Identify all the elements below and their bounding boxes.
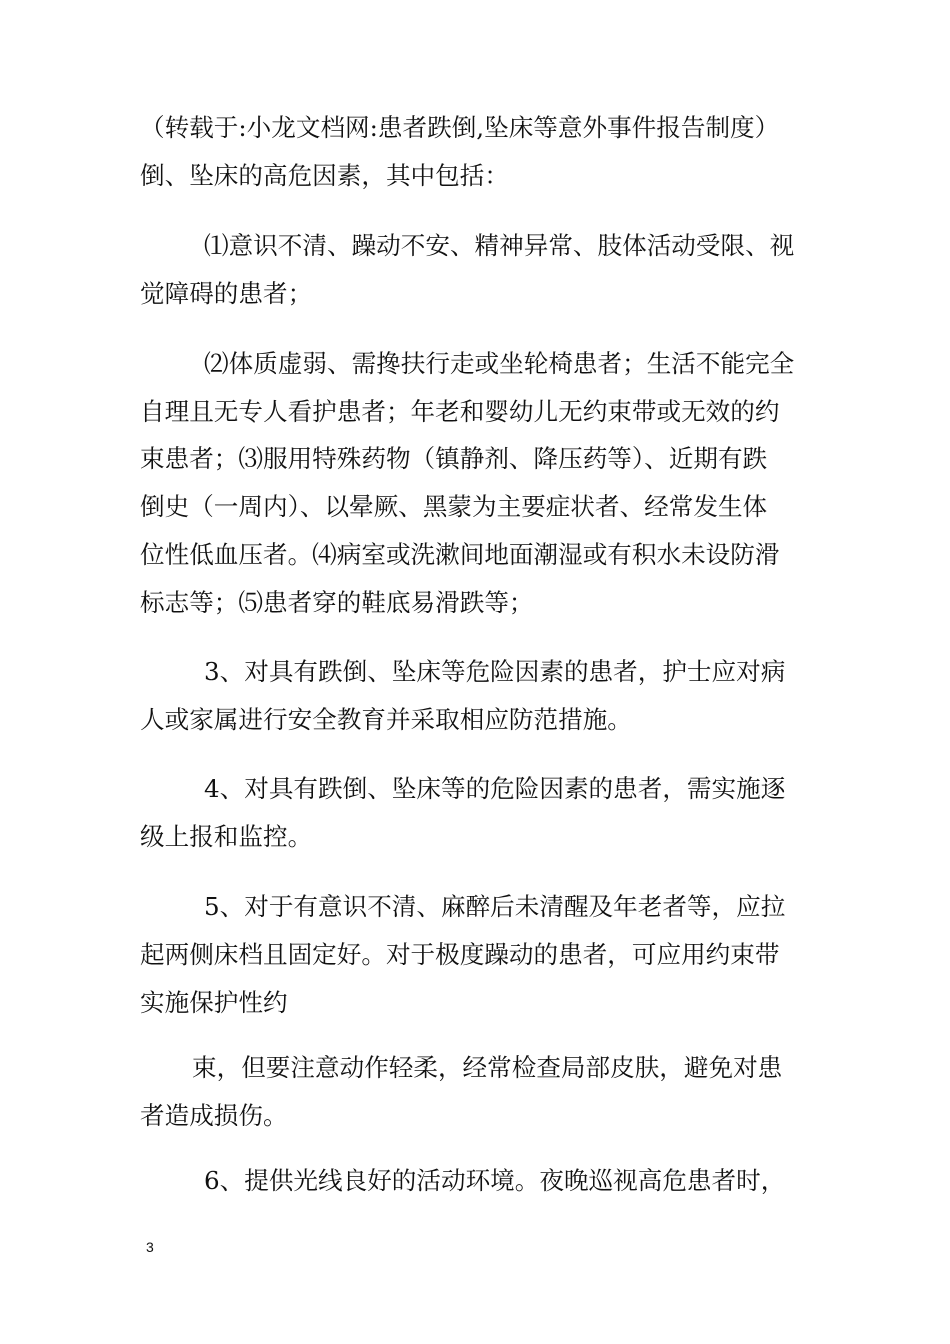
text-line: 3、对具有跌倒、坠床等危险因素的患者，护士应对病 [204, 657, 786, 686]
text-line: 级上报和监控。 [140, 822, 313, 851]
page-number: 3 [146, 1239, 154, 1255]
text-line: 实施保护性约 [140, 988, 288, 1017]
text-line: 倒、坠床的高危因素，其中包括： [140, 161, 509, 190]
text-line: 位性低血压者。⑷病室或洗漱间地面潮湿或有积水未设防滑 [140, 540, 780, 569]
text-line: 束患者；⑶服用特殊药物（镇静剂、降压药等）、近期有跌 [140, 444, 768, 473]
text-line: 起两侧床档且固定好。对于极度躁动的患者，可应用约束带 [140, 940, 780, 969]
text-line: 束，但要注意动作轻柔，经常检查局部皮肤，避免对患 [192, 1053, 783, 1082]
text-line: （转载于:小龙文档网:患者跌倒,坠床等意外事件报告制度） [140, 113, 780, 142]
text-line: 人或家属进行安全教育并采取相应防范措施。 [140, 705, 632, 734]
text-line: 自理且无专人看护患者；年老和婴幼儿无约束带或无效的约 [140, 397, 780, 426]
text-line: ⑵体质虚弱、需搀扶行走或坐轮椅患者；生活不能完全 [204, 349, 795, 378]
text-line: 倒史（一周内）、以晕厥、黑蒙为主要症状者、经常发生体 [140, 492, 768, 521]
text-line: 6、提供光线良好的活动环境。夜晚巡视高危患者时， [204, 1166, 786, 1195]
text-line: 4、对具有跌倒、坠床等的危险因素的患者，需实施逐 [204, 774, 786, 803]
text-line: 觉障碍的患者； [140, 279, 313, 308]
text-line: 5、对于有意识不清、麻醉后未清醒及年老者等，应拉 [204, 892, 786, 921]
text-line: ⑴意识不清、躁动不安、精神异常、肢体活动受限、视 [204, 231, 795, 260]
text-line: 标志等；⑸患者穿的鞋底易滑跌等； [140, 588, 534, 617]
text-line: 者造成损伤。 [140, 1101, 288, 1130]
